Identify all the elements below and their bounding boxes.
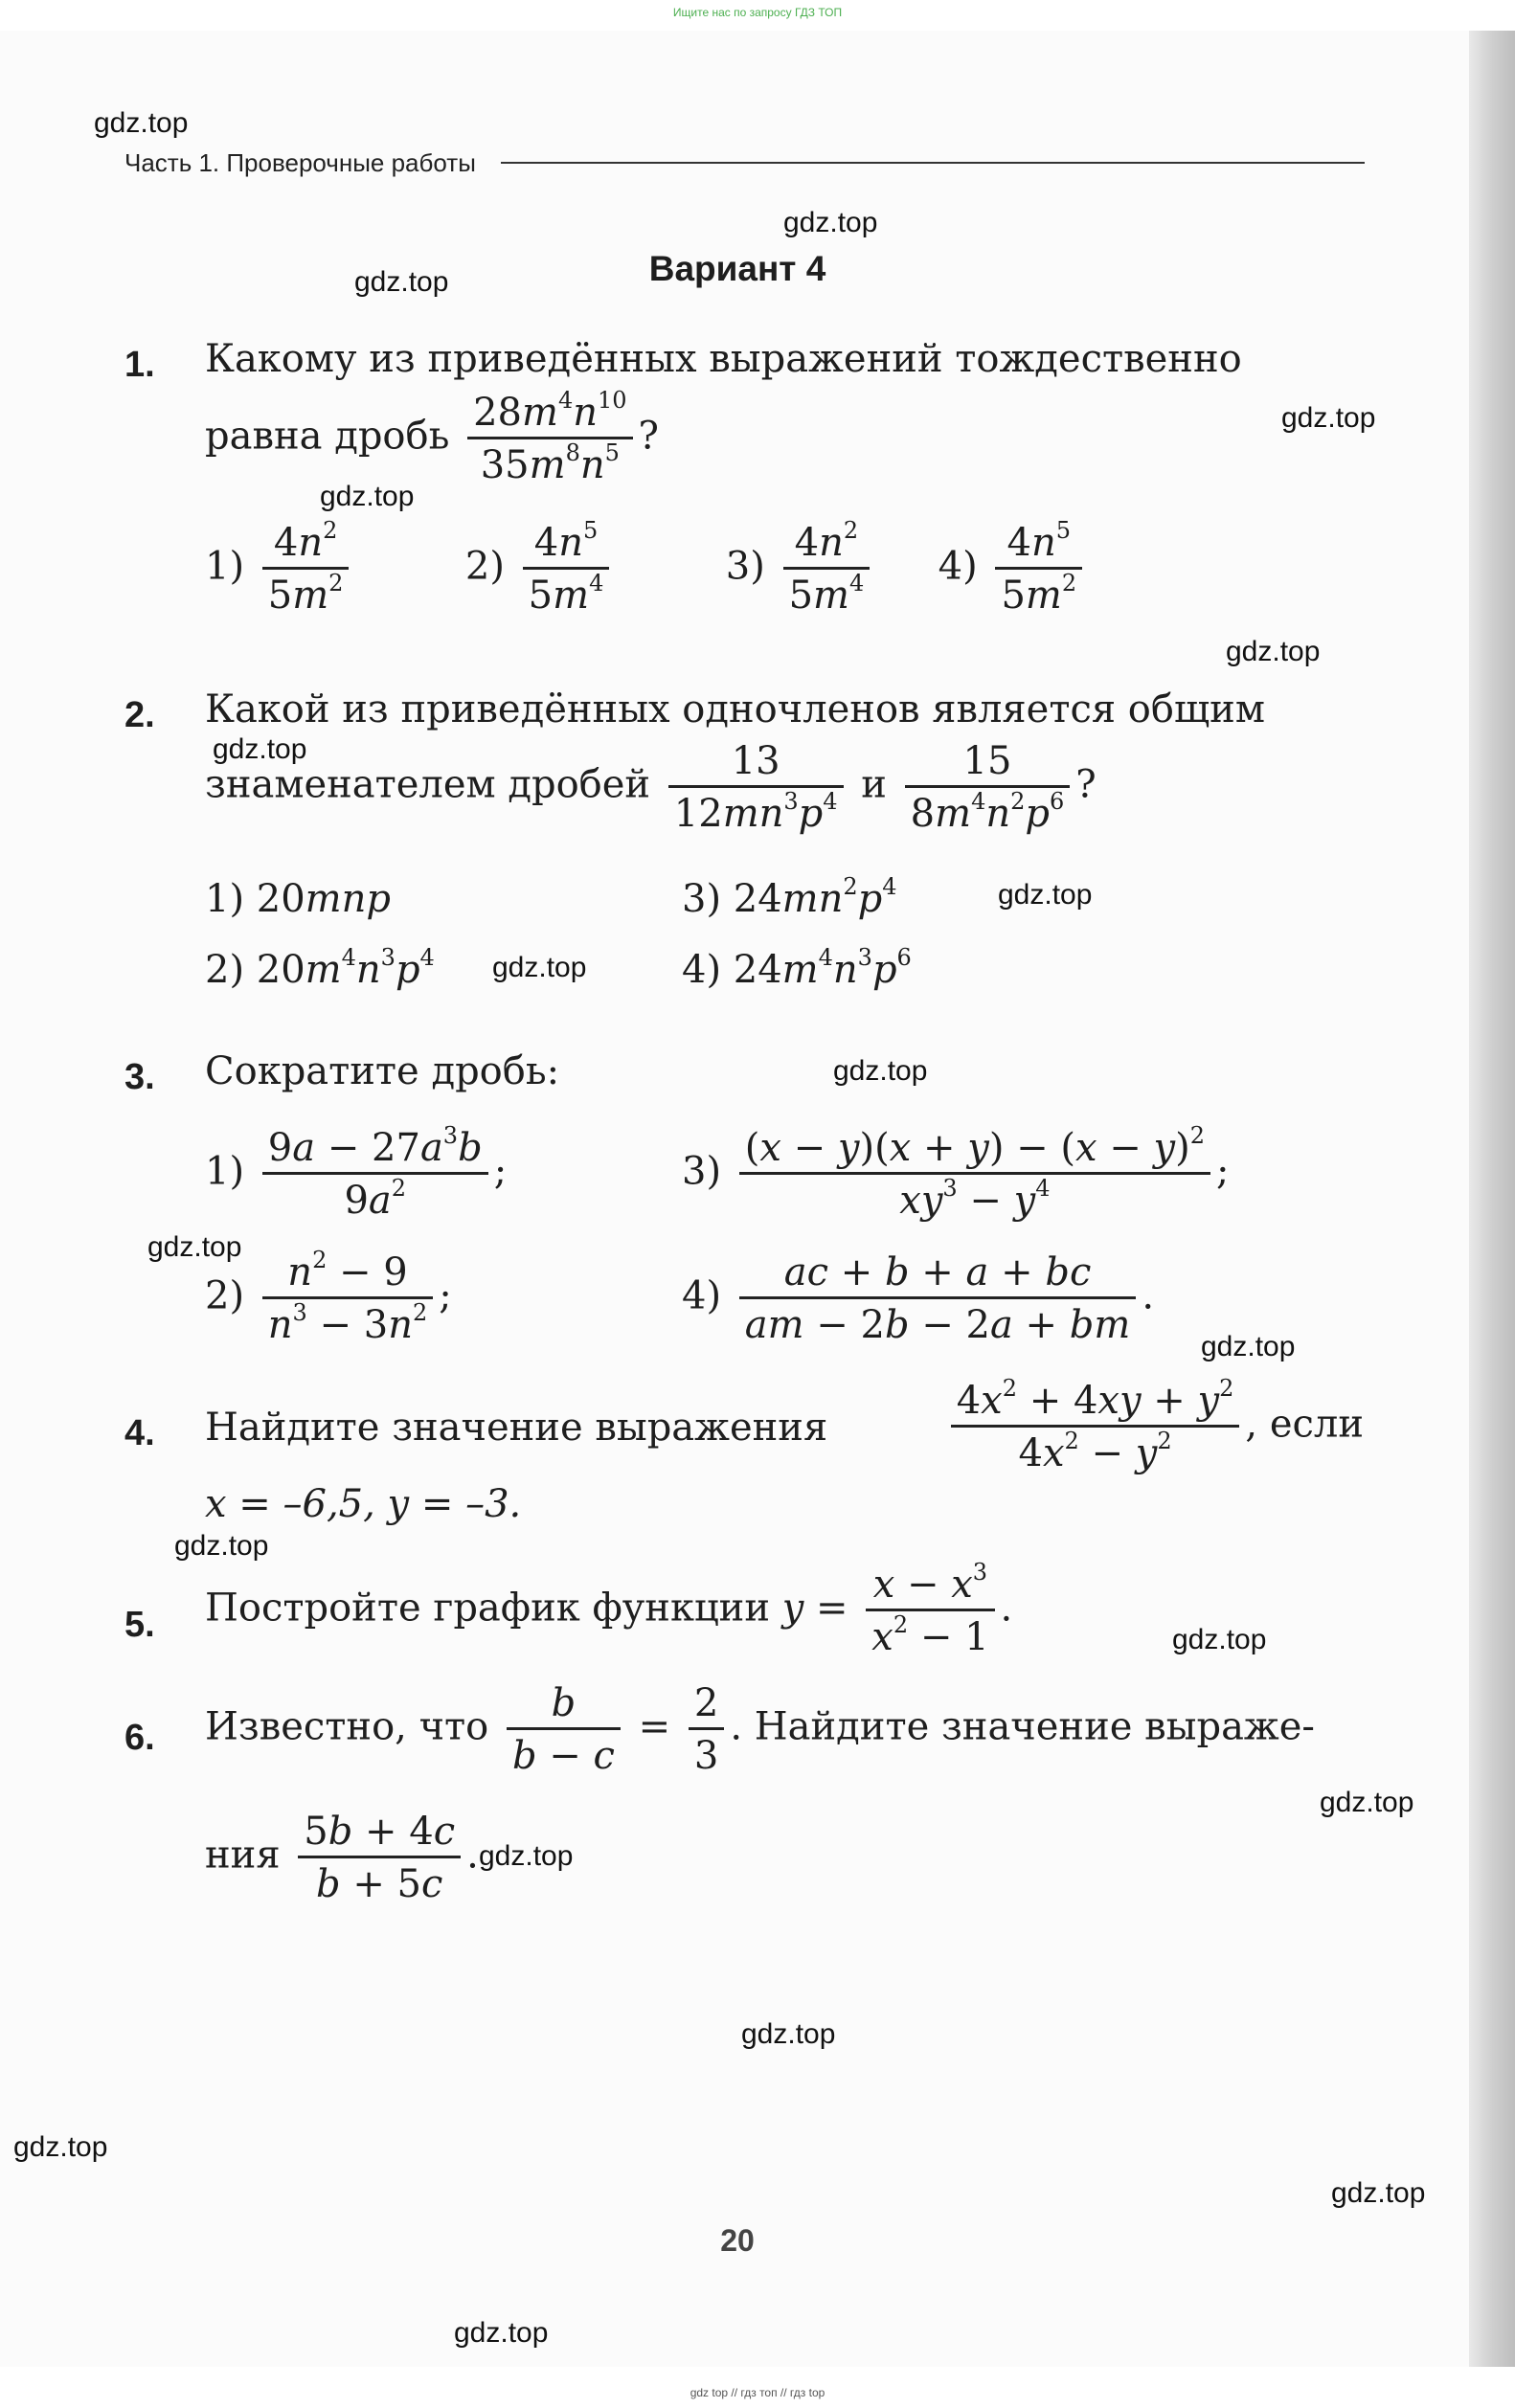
task-5-line-1: Постройте график функции y = $\frac{x - x^3}{x^2 - 1}$ . — [205, 1559, 1013, 1659]
task-3-option-3: 3) $\frac{(x - y)(x + y) - (x - y)^2}{xy^3 - y^4}$ ; — [682, 1122, 1230, 1223]
watermark: gdz.top — [1281, 402, 1376, 434]
task-text: Сократите дробь: — [205, 1049, 560, 1093]
book-spine-shadow — [1469, 31, 1515, 2367]
fraction: $\frac{4n^2}{5m^2}$ — [262, 521, 350, 618]
watermark: gdz.top — [998, 879, 1093, 911]
watermark: gdz.top — [213, 733, 307, 765]
watermark: gdz.top — [1331, 2177, 1426, 2209]
fraction: $\frac{28m^4n^{10}}{35m^8n^5}$ — [467, 391, 632, 487]
task-1-line-2: равна дробь $\frac{28m^4n^{10}}{35m^8n^5}$ ? — [205, 387, 659, 487]
watermark: gdz.top — [1320, 1787, 1414, 1818]
task-text: Какой из приведённых одночленов является общим — [205, 687, 1265, 731]
task-text: ния — [205, 1833, 281, 1878]
option-label: 4) — [938, 544, 978, 589]
variant-title: Вариант 4 — [648, 249, 826, 288]
task-3-option-4: 4) $\frac{ac + b + a + bc}{am - 2b - 2a + bm}$ . — [682, 1250, 1155, 1347]
watermark: gdz.top — [1226, 636, 1321, 667]
watermark: gdz.top — [1172, 1624, 1267, 1655]
task-number: 2. — [124, 695, 155, 735]
task-text: и — [861, 762, 887, 807]
section-header-text: Часть 1. Проверочные работы — [124, 147, 476, 177]
fraction: $\frac{4n^5}{5m^2}$ — [995, 521, 1082, 618]
fraction: $\frac{x - x^3}{x^2 - 1}$ — [866, 1563, 994, 1659]
task-2-option-3: 3) $24mn^2p^4$ — [682, 873, 897, 921]
task-number: 3. — [124, 1057, 155, 1097]
task-text: Известно, что — [205, 1704, 489, 1749]
task-number: 1. — [124, 345, 155, 385]
fraction: $\frac{(x - y)(x + y) - (x - y)^2}{xy^3 - y^4}$ — [739, 1126, 1210, 1223]
header-rule — [501, 162, 1365, 164]
task-3-line-1 — [205, 1049, 559, 1093]
task-2-option-2: 2) $20m^4n^3p^4$ — [205, 944, 435, 992]
task-text: , если — [1245, 1402, 1364, 1447]
top-banner[interactable]: Ищите нас по запросу ГДЗ ТОП — [672, 6, 843, 19]
task-text: x = –6,5, y = –3. — [205, 1482, 522, 1526]
watermark: gdz.top — [479, 1840, 574, 1872]
task-text: Найдите значение выражения — [205, 1405, 828, 1450]
task-text: . Найдите значение выраже- — [730, 1704, 1315, 1749]
task-2-option-1: 1) 20mnp — [205, 877, 391, 921]
task-6-line-2: ния $\frac{5b + 4c}{b + 5c}$ . — [205, 1810, 479, 1906]
watermark: gdz.top — [833, 1055, 928, 1087]
task-text: равна дробь — [205, 414, 450, 459]
task-text: Какому из приведённых выражений тождественно — [205, 337, 1242, 381]
task-number: 5. — [124, 1605, 155, 1645]
task-text: Постройте график функции — [205, 1586, 770, 1631]
task-2-line-2: знаменателем дробей $\frac{13}{12mn^3p^4}$ и $\frac{15}{8m^4n^2p^6}$ ? — [205, 739, 1097, 836]
task-1-line-1 — [205, 337, 1364, 381]
watermark: gdz.top — [492, 952, 587, 983]
task-4-line-1 — [205, 1375, 1364, 1475]
fraction: $\frac{15}{8m^4n^2p^6}$ — [905, 739, 1071, 836]
fraction: $\frac{n^2 - 9}{n^3 - 3n^2}$ — [262, 1250, 434, 1347]
fraction: $\frac{4n^5}{5m^4}$ — [523, 521, 610, 618]
section-header — [124, 146, 1365, 180]
task-2-option-4: 4) $24m^4n^3p^6$ — [682, 944, 912, 992]
watermark: gdz.top — [783, 207, 878, 238]
option-label: 2) — [464, 544, 505, 589]
watermark: gdz.top — [94, 107, 189, 139]
watermark: gdz.top — [320, 481, 415, 512]
bottom-banner[interactable]: gdz top // гдз топ // гдз top — [690, 2386, 825, 2399]
task-3-option-1: 1) $\frac{9a - 27a^3b}{9a^2}$ ; — [205, 1122, 508, 1223]
fraction: $\frac{4n^2}{5m^4}$ — [783, 521, 871, 618]
task-text: знаменателем дробей — [205, 762, 651, 807]
watermark: gdz.top — [147, 1231, 242, 1263]
watermark: gdz.top — [13, 2131, 108, 2163]
watermark: gdz.top — [1201, 1331, 1296, 1362]
option-label: 3) — [725, 544, 765, 589]
watermark: gdz.top — [354, 266, 449, 298]
fraction: $\frac{13}{12mn^3p^4}$ — [668, 739, 844, 836]
fraction: $\frac{9a - 27a^3b}{9a^2}$ — [262, 1126, 488, 1223]
fraction: $\frac{ac + b + a + bc}{am - 2b - 2a + bm}$ — [739, 1250, 1137, 1347]
task-2-line-1 — [205, 687, 1364, 731]
task-number: 6. — [124, 1718, 155, 1758]
page-number: 20 — [720, 2223, 755, 2258]
task-3-option-2: 2) $\frac{n^2 - 9}{n^3 - 3n^2}$ ; — [205, 1247, 452, 1347]
fraction: $\frac{4x^2 + 4xy + y^2}{4x^2 - y^2}$ — [951, 1379, 1240, 1475]
fraction: $\frac{5b + 4c}{b + 5c}$ — [298, 1810, 461, 1906]
option-label: 1) — [205, 544, 245, 589]
task-6-line-1: Известно, что $\frac{b}{b - c}$ = $\frac{2}{3}$ . Найдите значение выраже- — [205, 1681, 1315, 1778]
fraction: $\frac{b}{b - c}$ — [507, 1681, 621, 1778]
fraction: $\frac{2}{3}$ — [689, 1681, 724, 1778]
watermark: gdz.top — [174, 1530, 269, 1562]
watermark: gdz.top — [454, 2317, 549, 2349]
task-1-options — [205, 517, 1088, 618]
task-4-line-2 — [205, 1482, 521, 1526]
watermark: gdz.top — [741, 2018, 836, 2050]
task-number: 4. — [124, 1413, 155, 1453]
